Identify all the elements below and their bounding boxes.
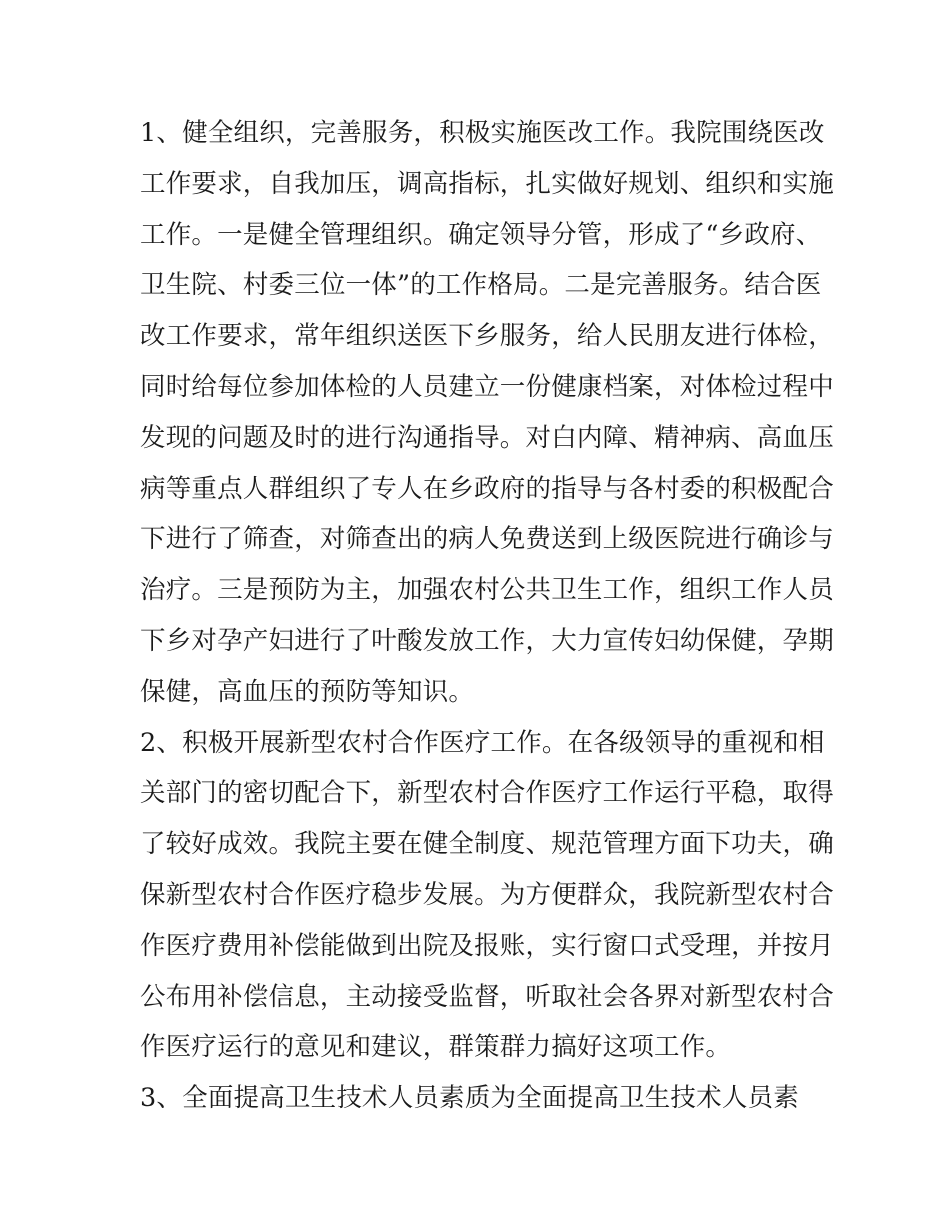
text-line: 发现的问题及时的进行沟通指导。对白内障、精神病、高血压 xyxy=(140,422,834,453)
text-line: 卫生院、村委三位一体”的工作格局。二是完善服务。结合医 xyxy=(140,270,822,301)
text-line: 病等重点人群组织了专人在乡政府的指导与各村委的积极配合 xyxy=(140,473,834,504)
text-line: 公布用补偿信息，主动接受监督，听取社会各界对新型农村合 xyxy=(140,981,834,1012)
text-line: 下乡对孕产妇进行了叶酸发放工作，大力宣传妇幼保健，孕期 xyxy=(140,625,834,656)
document-body xyxy=(140,108,834,1124)
text-line: 治疗。三是预防为主，加强农村公共卫生工作，组织工作人员 xyxy=(140,575,834,606)
text-line: 了较好成效。我院主要在健全制度、规范管理方面下功夫，确 xyxy=(140,829,834,860)
text-line: 保健，高血压的预防等知识。 xyxy=(140,676,475,707)
text-line: 作医疗运行的意见和建议，群策群力搞好这项工作。 xyxy=(140,1032,732,1063)
text-line: 关部门的密切配合下，新型农村合作医疗工作运行平稳，取得 xyxy=(140,778,834,809)
text-line: 改工作要求，常年组织送医下乡服务，给人民朋友进行体检， xyxy=(140,321,834,352)
text-line: 保新型农村合作医疗稳步发展。为方便群众，我院新型农村合 xyxy=(140,879,834,910)
text-line: 下进行了筛查，对筛查出的病人免费送到上级医院进行确诊与 xyxy=(140,524,834,555)
text-line: 1、健全组织，完善服务，积极实施医改工作。我院围绕医改 xyxy=(140,118,825,148)
text-line: 同时给每位参加体检的人员建立一份健康档案，对体检过程中 xyxy=(140,371,834,402)
text-line: 工作。一是健全管理组织。确定领导分管，形成了“乡政府、 xyxy=(140,219,822,250)
text-line: 工作要求，自我加压，调高指标，扎实做好规划、组织和实施 xyxy=(140,168,834,199)
text-line: 2、积极开展新型农村合作医疗工作。在各级领导的重视和相 xyxy=(140,727,825,758)
text-line: 作医疗费用补偿能做到出院及报账，实行窗口式受理，并按月 xyxy=(140,930,834,961)
text-line: 3、全面提高卫生技术人员素质为全面提高卫生技术人员素 xyxy=(140,1083,799,1114)
